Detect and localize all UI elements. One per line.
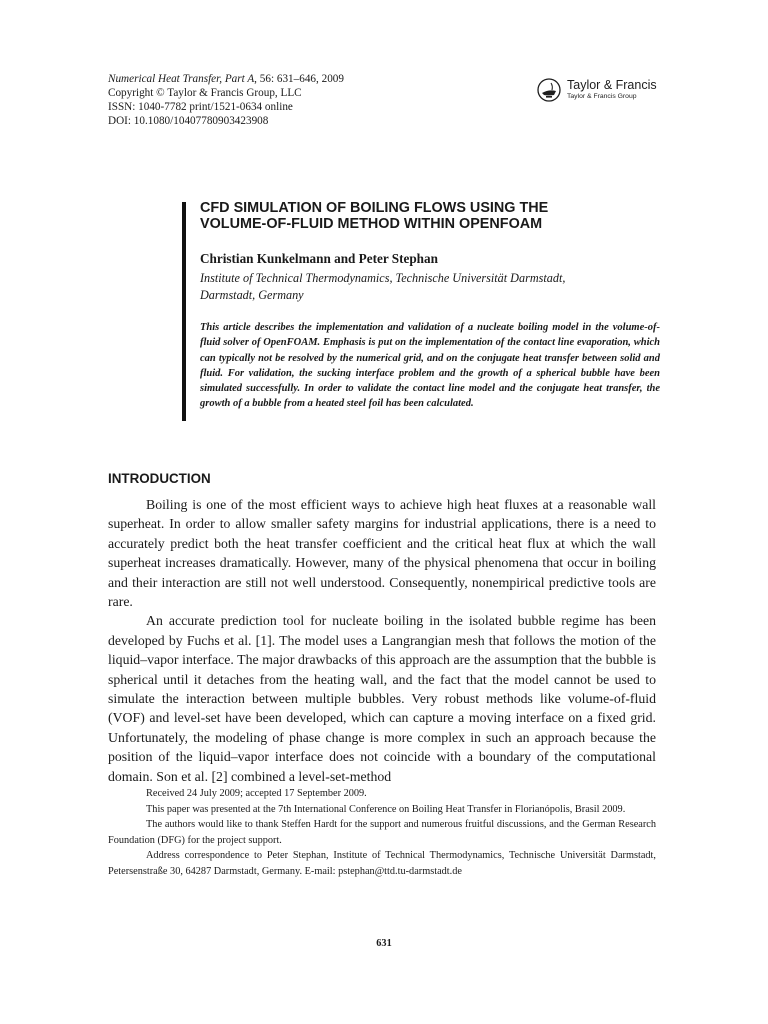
article-title bbox=[200, 200, 660, 232]
title-accent-bar bbox=[182, 202, 186, 421]
paragraph-2: An accurate prediction tool for nucleate boiling in the isolated bubble regime has been developed by Fuchs et al. [1]. The model uses a Langrangian mesh that follows the motion of the liquid–vapor interface. The major drawbacks of this approach are the assumption that the bubble is spherical until it detaches from the heating wall, and the fact that the model cannot be used to simulate the interaction between multiple bubbles. Very robust methods like volume-of-fluid (VOF) and level-set have been developed, which can capture a moving interface on a fixed grid. Unfortunately, the modeling of phase change is more complex in such an approach because the position of the liquid–vapor interface does not coincide with a boundary of the computational domain. Son et al. [2] combined a level-set-method bbox=[108, 613, 656, 784]
footnote-correspondence: Address correspondence to Peter Stephan, Institute of Technical Thermodynamics, Technische Universität Darmstadt, Petersenstraße 30, 64287 Darmstadt, Germany. E-mail: pstephan@ttd.tu-darmstadt.de bbox=[108, 850, 656, 877]
article-header bbox=[200, 200, 660, 412]
affiliation bbox=[200, 270, 660, 303]
journal-citation bbox=[108, 72, 344, 86]
issn-line: ISSN: 1040-7782 print/1521-0634 online bbox=[108, 101, 293, 113]
introduction-body bbox=[108, 495, 656, 786]
footnotes bbox=[108, 786, 656, 880]
affiliation-line-2: Darmstadt, Germany bbox=[200, 287, 304, 302]
journal-volume-pages: , 56: 631–646, 2009 bbox=[254, 73, 344, 85]
publisher-group: Taylor & Francis Group bbox=[567, 93, 637, 100]
footnote-presented: This paper was presented at the 7th International Conference on Boiling Heat Transfer in Florianópolis, Brasil 2009. bbox=[146, 803, 626, 815]
authors: Christian Kunkelmann and Peter Stephan bbox=[200, 251, 438, 266]
article-title-line-1: CFD SIMULATION OF BOILING FLOWS USING THE bbox=[200, 200, 549, 216]
paragraph-1: Boiling is one of the most efficient ways to achieve high heat fluxes at a reasonable wall superheat. In order to allow smaller safety margins for industrial applications, there is a need to accurately predict both the heat transfer coefficient and the critical heat flux at which the wall superheat increases dramatically. However, many of the physical phenomena that occur in boiling and their interaction are still not well understood. Consequently, nonempirical predictive tools are rare. bbox=[108, 497, 656, 610]
section-heading-introduction: INTRODUCTION bbox=[108, 471, 211, 486]
doi-line: DOI: 10.1080/10407780903423908 bbox=[108, 115, 269, 127]
page-number: 631 bbox=[376, 938, 392, 949]
abstract: This article describes the implementation and validation of a nucleate boiling model in the volume-of-fluid solver of OpenFOAM. Emphasis is put on the implementation of the contact line evaporation, which can typically not be resolved by the numerical grid, and on the conjugate heat transfer between solid and fluid. For validation, the sucking interface problem and the growth of a spherical bubble have been simulated successfully. In order to validate the contact line model and the conjugate heat transfer, the growth of a bubble from a heated steel foil has been calculated. bbox=[200, 322, 660, 410]
footnote-acknowledgment: The authors would like to thank Steffen Hardt for the support and numerous fruitful discussions, and the German Research Foundation (DFG) for the project support. bbox=[108, 819, 656, 846]
journal-citation-block bbox=[108, 72, 344, 128]
publisher-logo bbox=[537, 77, 662, 105]
footnote-received: Received 24 July 2009; accepted 17 September 2009. bbox=[146, 788, 367, 799]
affiliation-line-1: Institute of Technical Thermodynamics, Technische Universität Darmstadt, bbox=[200, 271, 566, 285]
lamp-icon bbox=[537, 77, 561, 103]
article-title-line-2: VOLUME-OF-FLUID METHOD WITHIN OPENFOAM bbox=[200, 216, 543, 232]
publisher-name: Taylor & Francis bbox=[567, 78, 657, 92]
journal-name: Numerical Heat Transfer, Part A bbox=[108, 73, 255, 85]
copyright-line: Copyright © Taylor & Francis Group, LLC bbox=[108, 87, 302, 99]
